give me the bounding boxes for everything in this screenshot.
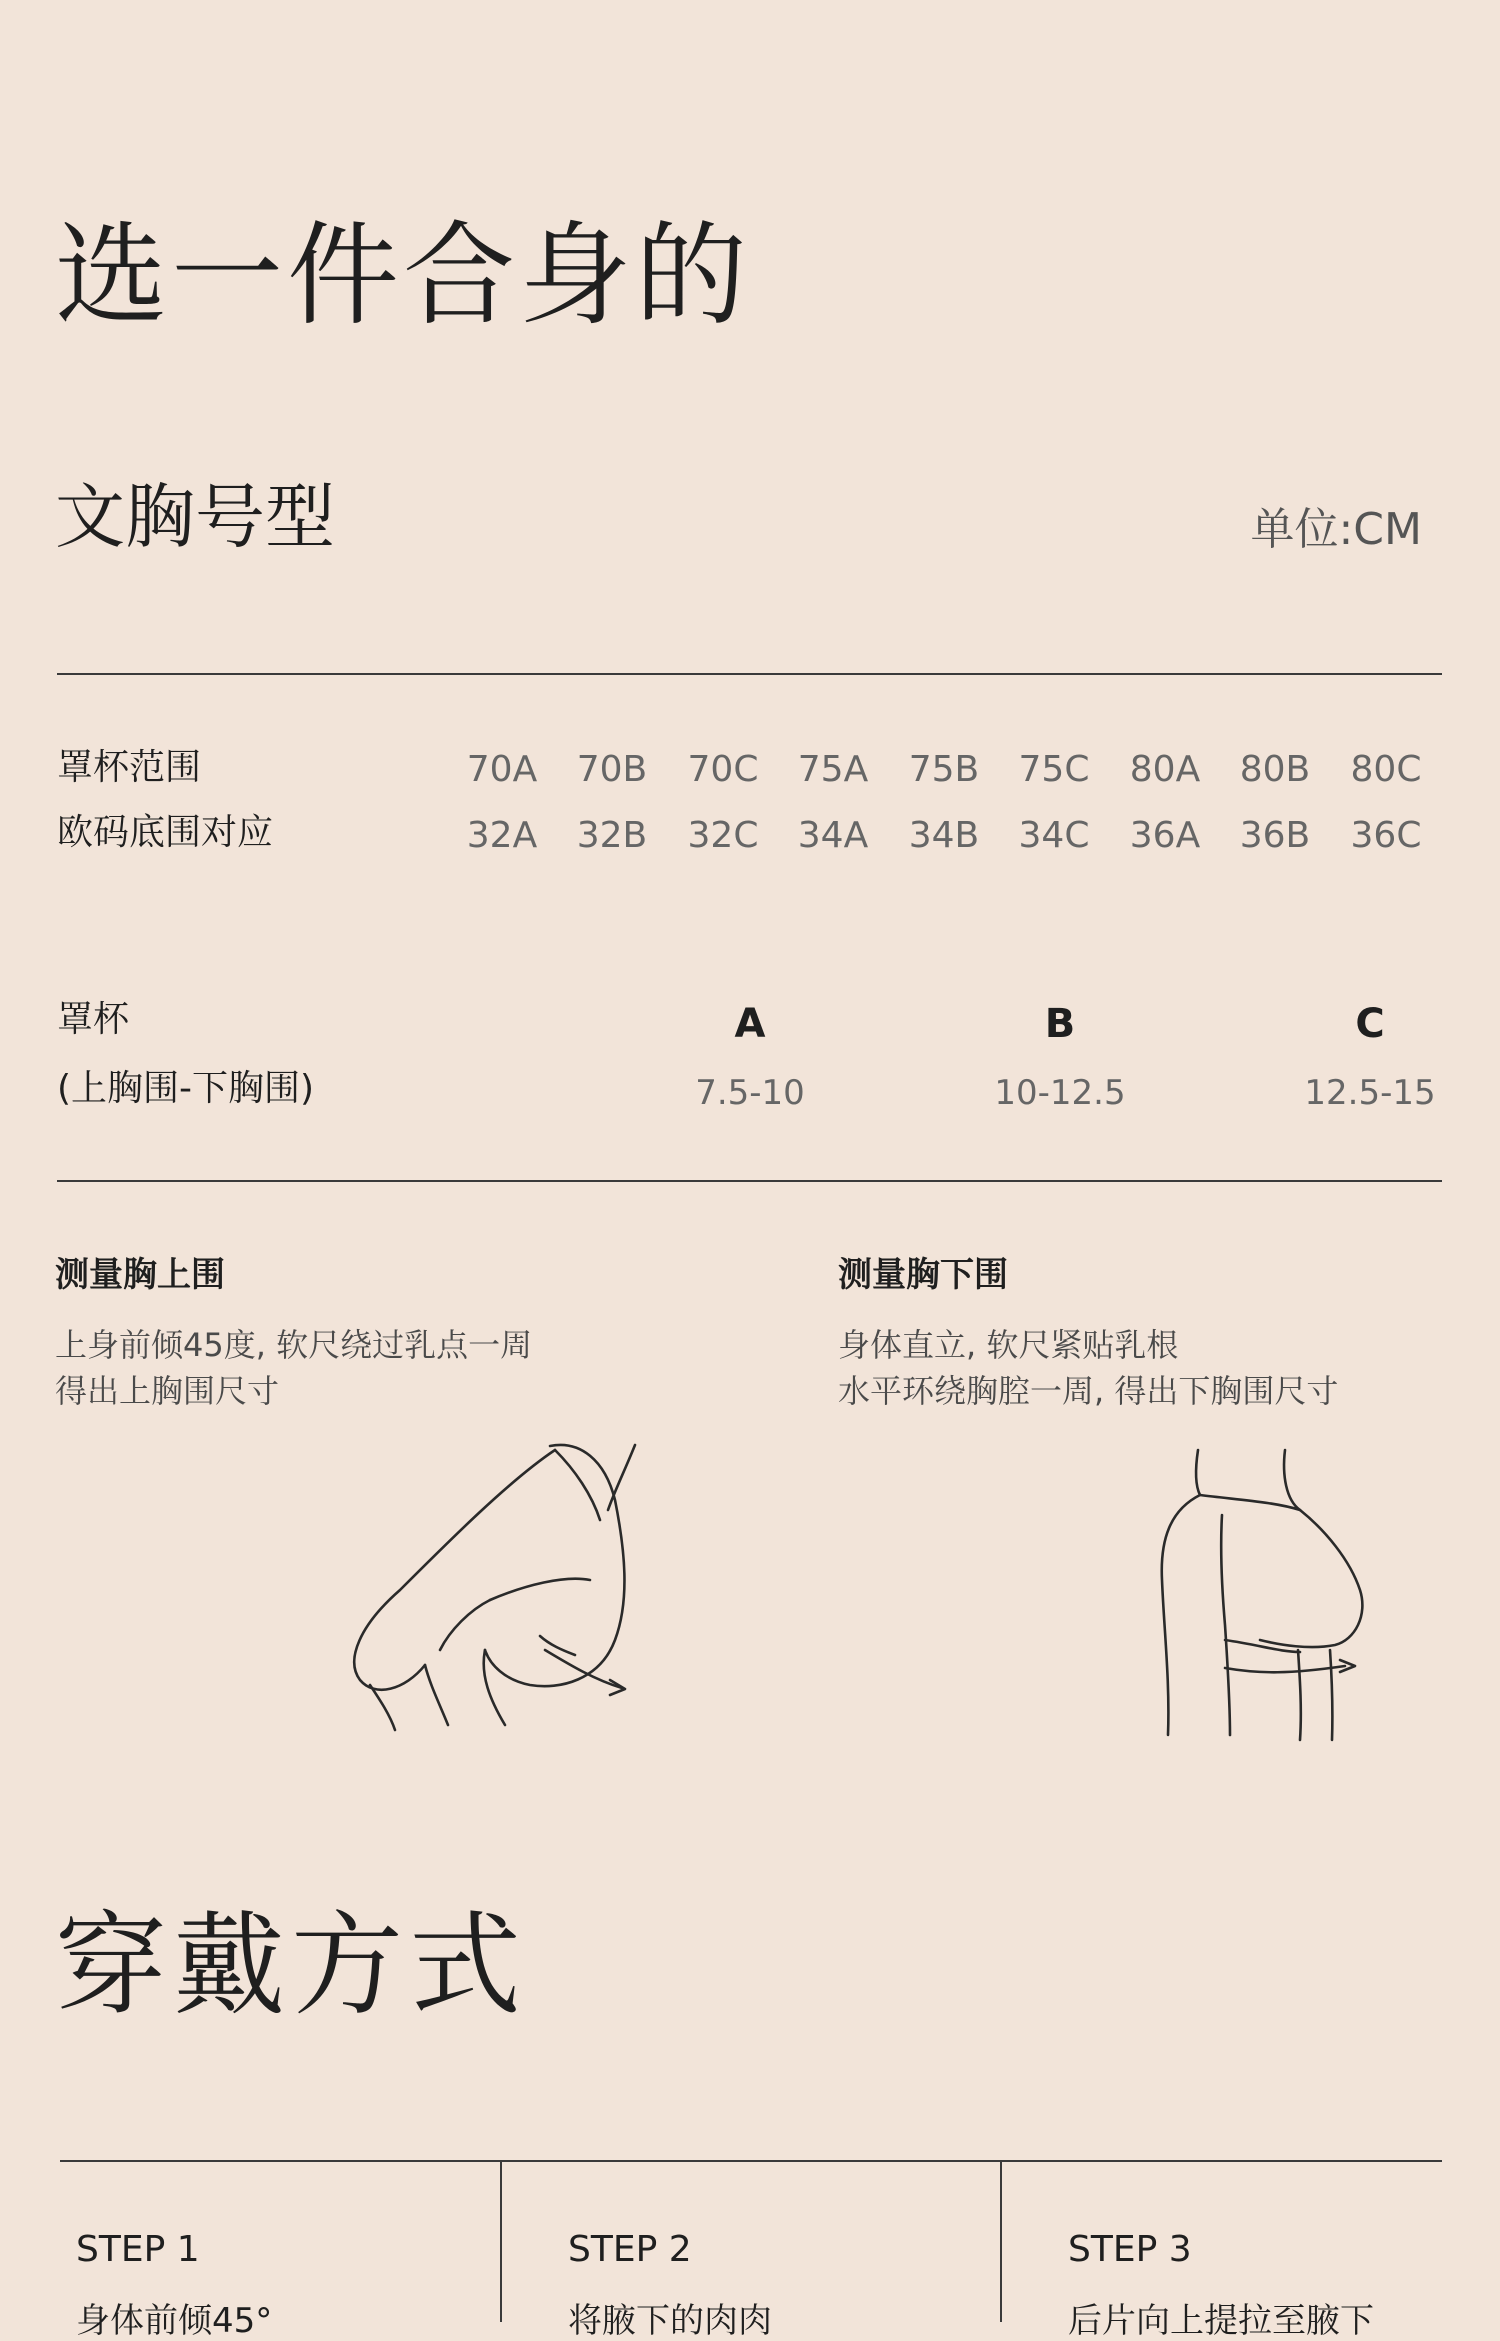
measure-upper-line2: 得出上胸围尺寸 <box>55 1372 280 1410</box>
cup-label: 罩杯 <box>57 999 130 1040</box>
measure-upper-title: 测量胸上围 <box>55 1255 225 1295</box>
step-text-2: 将腋下的肉肉 <box>568 2301 772 2341</box>
cup-range-label: 罩杯范围 <box>57 747 202 788</box>
divider-top <box>57 673 1442 675</box>
eu-size-cell: 32B <box>576 815 648 856</box>
cup-range-b: 10-12.5 <box>994 1073 1126 1113</box>
stand-upright-illustration <box>1150 1440 1390 1750</box>
step-text-3: 后片向上提拉至腋下 <box>1068 2301 1374 2341</box>
cup-letter-a: A <box>734 1001 766 1047</box>
cup-size-cell: 75B <box>908 749 980 790</box>
eu-size-cell: 36B <box>1239 815 1311 856</box>
step-card-1 <box>60 2160 500 2341</box>
cup-range-c: 12.5-15 <box>1304 1073 1436 1113</box>
eu-size-label: 欧码底围对应 <box>57 812 274 853</box>
step-card-3 <box>1002 2160 1442 2341</box>
eu-size-cell: 34B <box>908 815 980 856</box>
step-card-2 <box>502 2160 1000 2341</box>
measure-upper-line1: 上身前倾45度, 软尺绕过乳点一周 <box>55 1326 533 1364</box>
cup-range-a: 7.5-10 <box>695 1073 805 1113</box>
cup-size-cell: 80B <box>1239 749 1311 790</box>
step-label-3: STEP 3 <box>1068 2229 1192 2270</box>
cup-letter-c: C <box>1355 1001 1385 1047</box>
step-text-1: 身体前倾45° <box>76 2301 273 2341</box>
step-label-2: STEP 2 <box>568 2229 692 2270</box>
eu-size-cell: 36C <box>1350 815 1422 856</box>
cup-size-cell: 70C <box>687 749 759 790</box>
eu-size-cell: 32C <box>687 815 759 856</box>
cup-size-cell: 70A <box>466 749 538 790</box>
eu-size-cell: 34A <box>797 815 869 856</box>
measure-lower-desc <box>838 1322 1338 1414</box>
cup-letter-b: B <box>1044 1001 1076 1047</box>
lean-forward-illustration <box>330 1440 670 1740</box>
measure-lower-title: 测量胸下围 <box>838 1255 1008 1295</box>
section-title-bra-size: 文胸号型 <box>55 476 335 558</box>
measure-upper-desc <box>55 1322 532 1414</box>
cup-sublabel: (上胸围-下胸围) <box>57 1068 315 1109</box>
divider-middle <box>57 1180 1442 1182</box>
step-label-1: STEP 1 <box>76 2229 200 2270</box>
eu-size-cell: 36A <box>1129 815 1201 856</box>
cup-size-cell: 70B <box>576 749 648 790</box>
page-title: 选一件合身的 <box>55 211 751 341</box>
eu-size-cell: 34C <box>1018 815 1090 856</box>
eu-size-cell: 32A <box>466 815 538 856</box>
cup-size-cell: 80A <box>1129 749 1201 790</box>
cup-size-cell: 75C <box>1018 749 1090 790</box>
cup-size-cell: 75A <box>797 749 869 790</box>
measure-lower-line1: 身体直立, 软尺紧贴乳根 <box>838 1326 1179 1364</box>
wear-title: 穿戴方式 <box>55 1901 527 2031</box>
cup-size-cell: 80C <box>1350 749 1422 790</box>
measure-lower-line2: 水平环绕胸腔一周, 得出下胸围尺寸 <box>838 1372 1339 1410</box>
unit-label: 单位:CM <box>1250 504 1422 555</box>
